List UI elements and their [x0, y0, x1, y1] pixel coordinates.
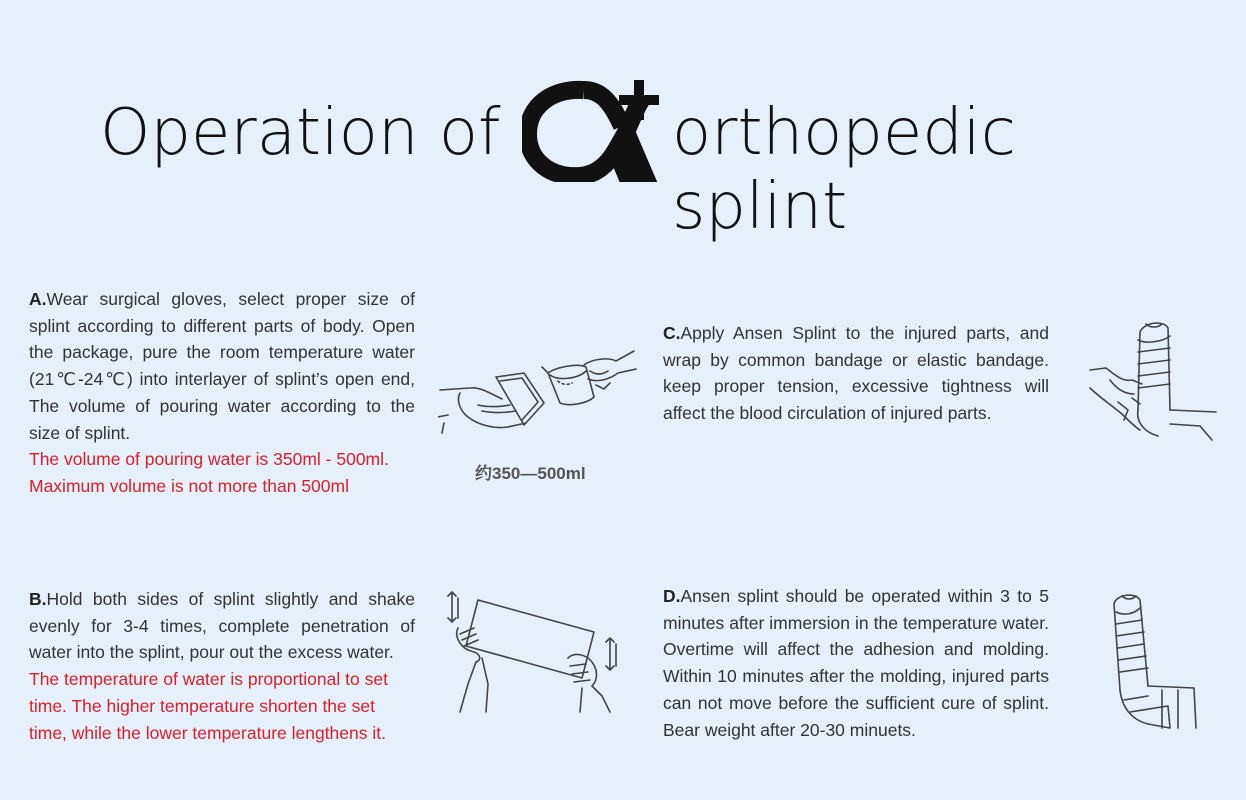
water-volume-caption: 约350—500ml: [475, 464, 586, 483]
step-d-text: Ansen splint should be operated within 3 to 5 minutes after immersion in the temperature water. Overtime will affect the adhesion and molding. Within 10 minutes after the molding, injured parts can not move before the sufficient cure of splint. Bear weight after 20-30 minuets.: [663, 586, 1049, 740]
pouring-water-icon: [438, 345, 638, 440]
step-b-text: Hold both sides of splint slightly and shake evenly for 3-4 times, complete penetration of water into the splint, pour out the excess water.: [29, 589, 415, 663]
step-c: [663, 320, 1049, 427]
step-a-text: Wear surgical gloves, select proper size of splint according to different parts of body. Open the package, pure the room temperature water (21℃-24℃) into interlayer of splint’s open end, The volume of pouring water according to the size of splint.: [29, 289, 415, 443]
step-a-warning-1: The volume of pouring water is 350ml - 500ml.: [29, 449, 389, 470]
step-c-lead: C.: [663, 323, 681, 343]
step-d: [663, 583, 1049, 743]
shaking-splint-icon: [446, 588, 626, 716]
wrapped-arm-icon: [1108, 590, 1204, 730]
step-a: [29, 286, 415, 500]
wrapping-bandage-icon: [1088, 318, 1220, 446]
step-d-lead: D.: [663, 586, 681, 606]
title-after-logo: orthopedic splint: [672, 96, 1016, 244]
alpha-plus-logo-icon: [522, 78, 668, 182]
title-before-logo: Operation of: [100, 96, 501, 170]
page-title: [100, 70, 1180, 244]
step-a-lead: A.: [29, 289, 47, 309]
step-a-warning-2: Maximum volume is not more than 500ml: [29, 475, 349, 496]
step-c-text: Apply Ansen Splint to the injured parts, and wrap by common bandage or elastic bandage. keep proper tension, excessive tightness will affect the blood circulation of injured parts.: [663, 323, 1049, 424]
step-b: [29, 586, 415, 746]
step-b-warning: The temperature of water is proportional to set time. The higher temperature shorten the set time, while the lower temperature lengthens it.: [29, 669, 388, 743]
step-b-lead: B.: [29, 589, 47, 609]
